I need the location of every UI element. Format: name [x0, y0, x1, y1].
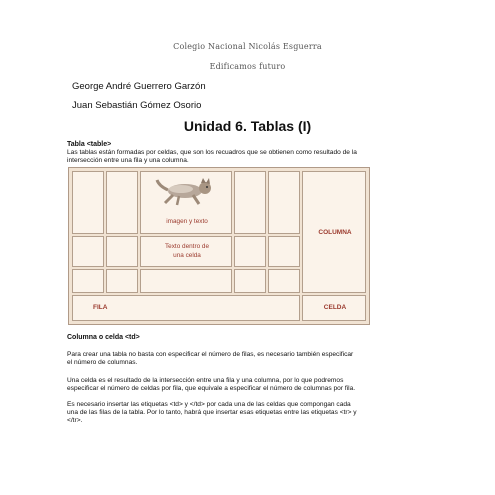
- cell-text-line: una celda: [173, 252, 201, 259]
- school-name: Colegio Nacional Nicolás Esguerra: [173, 42, 322, 51]
- paragraph-3: [67, 401, 447, 426]
- section-heading-column: Columna o celda <td>: [67, 334, 140, 341]
- unit-title: Unidad 6. Tablas (I): [183, 118, 312, 134]
- table-cell-column: [302, 171, 366, 293]
- text-line: intersección entre una fila y una columna.: [67, 157, 189, 165]
- text-line: Es necesario insertar las etiquetas <td> y </td> por cada una de las celdas que compongan cada: [67, 401, 351, 408]
- table-cell: [268, 269, 300, 293]
- table-cell-row: [72, 295, 300, 321]
- table-cell: [72, 171, 104, 234]
- table-cell-text: [140, 236, 232, 267]
- image-cell-caption: imagen y texto: [166, 218, 208, 225]
- text-line: </tr>.: [67, 417, 83, 425]
- cell-text-line: Texto dentro de: [164, 243, 210, 250]
- paragraph-1: [67, 351, 447, 367]
- table-cell: [72, 236, 104, 267]
- author-1: George André Guerrero Garzón: [72, 81, 206, 92]
- section-paragraph-table: [67, 149, 447, 165]
- table-cell: [140, 269, 232, 293]
- table-cell: [234, 236, 266, 267]
- author-2: Juan Sebastián Gómez Osorio: [72, 100, 202, 111]
- table-cell: [106, 236, 138, 267]
- text-line: Las tablas están formadas por celdas, que son los recuadros que se obtienen como resultado de la: [67, 149, 357, 156]
- text-line: especificar el número de celdas por fila, que equivale a especificar el número de columnas por fila.: [67, 385, 356, 393]
- table-diagram: [68, 167, 370, 325]
- table-cell: [106, 269, 138, 293]
- table-cell: [268, 236, 300, 267]
- table-cell: [234, 269, 266, 293]
- table-cell: [72, 269, 104, 293]
- table-cell: [234, 171, 266, 234]
- text-line: el número de columnas.: [67, 359, 138, 367]
- paragraph-2: [67, 377, 447, 393]
- school-motto: Edificamos futuro: [209, 62, 286, 71]
- text-line: Para crear una tabla no basta con especificar el número de filas, es necesario también especificar: [67, 351, 354, 358]
- flying-cat-icon: [155, 176, 221, 208]
- cell-label: CELDA: [323, 304, 347, 311]
- table-cell: [106, 171, 138, 234]
- table-cell: [268, 171, 300, 234]
- column-label: COLUMNA: [318, 229, 352, 236]
- section-heading-table: Tabla <table>: [67, 141, 112, 148]
- text-line: Una celda es el resultado de la intersección entre una fila y una columna, por lo que podremos: [67, 377, 344, 384]
- table-cell-single: [302, 295, 366, 321]
- row-label: FILA: [93, 304, 108, 311]
- text-line: una de las filas de la tabla. Por lo tanto, habrá que insertar esas etiquetas entre las etiquetas <tr> y: [67, 409, 357, 417]
- table-cell-image: [140, 171, 232, 234]
